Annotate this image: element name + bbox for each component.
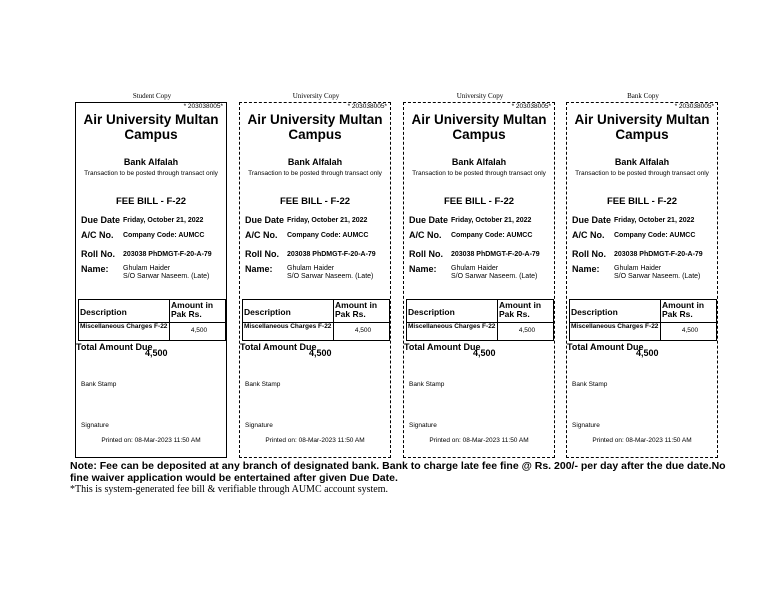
campus-name: Air University Multan Campus [411, 112, 547, 142]
copy-label-university-1: University Copy [292, 92, 340, 100]
copy-label-student: Student Copy [132, 92, 172, 100]
bank-note: Transaction to be posted through transact only [575, 170, 709, 177]
amount-header: Amount in Pak Rs. [171, 300, 214, 319]
fee-table [406, 299, 554, 341]
challan-number: * 203038005* [347, 103, 387, 110]
description-header: Description [408, 307, 455, 317]
student-name: Ghulam Haider [287, 265, 335, 272]
signature-label: Signature [81, 422, 109, 429]
fee-bill-title: FEE BILL - F-22 [443, 196, 515, 207]
fee-slip-student-copy [75, 102, 227, 458]
fee-item-description: Miscellaneous Charges F-22 [571, 323, 659, 330]
account-label: A/C No. [409, 230, 442, 240]
name-label: Name: [409, 264, 437, 274]
total-amount-value: 4,500 [473, 348, 496, 358]
student-name: Ghulam Haider [123, 265, 171, 272]
campus-name: Air University Multan Campus [247, 112, 383, 142]
fee-table [242, 299, 390, 341]
bank-name: Bank Alfalah [123, 157, 179, 167]
name-label: Name: [572, 264, 600, 274]
roll-number-label: Roll No. [409, 249, 443, 259]
roll-number-value: 203038 PhDMGT-F-20-A-79 [123, 251, 212, 258]
fee-item-amount: 4,500 [518, 327, 536, 334]
account-label: A/C No. [572, 230, 605, 240]
name-label: Name: [81, 264, 109, 274]
fee-item-amount: 4,500 [354, 327, 372, 334]
bank-stamp-label: Bank Stamp [81, 381, 117, 388]
due-date-value: Friday, October 21, 2022 [614, 217, 695, 224]
printed-on: Printed on: 08-Mar-2023 11:50 AM [592, 437, 692, 444]
copy-label-bank: Bank Copy [627, 92, 659, 100]
account-value: Company Code: AUMCC [451, 232, 533, 239]
campus-name: Air University Multan Campus [574, 112, 710, 142]
due-date-value: Friday, October 21, 2022 [287, 217, 368, 224]
fee-bill-title: FEE BILL - F-22 [279, 196, 351, 207]
copy-label-university-2: University Copy [456, 92, 504, 100]
description-header: Description [571, 307, 618, 317]
bank-stamp-label: Bank Stamp [245, 381, 281, 388]
fee-slip-bank-copy [566, 102, 718, 458]
account-label: A/C No. [81, 230, 114, 240]
fee-bill-title: FEE BILL - F-22 [115, 196, 187, 207]
fee-slip-university-copy [239, 102, 391, 458]
bank-note: Transaction to be posted through transact only [412, 170, 546, 177]
printed-on: Printed on: 08-Mar-2023 11:50 AM [265, 437, 365, 444]
father-name: S/O Sarwar Naseem. (Late) [451, 273, 538, 280]
bank-stamp-label: Bank Stamp [409, 381, 445, 388]
challan-number: * 203038005* [674, 103, 714, 110]
fee-slip-university-copy-2 [403, 102, 555, 458]
total-amount-value: 4,500 [636, 348, 659, 358]
roll-number-label: Roll No. [245, 249, 279, 259]
due-date-label: Due Date [81, 215, 121, 225]
description-header: Description [244, 307, 291, 317]
student-name: Ghulam Haider [614, 265, 662, 272]
bank-name: Bank Alfalah [614, 157, 670, 167]
printed-on: Printed on: 08-Mar-2023 11:50 AM [101, 437, 201, 444]
description-header: Description [80, 307, 127, 317]
total-amount-label: Total Amount Due [240, 342, 317, 352]
total-amount-value: 4,500 [145, 348, 168, 358]
bank-note: Transaction to be posted through transact only [84, 170, 218, 177]
total-amount-value: 4,500 [309, 348, 332, 358]
bank-name: Bank Alfalah [287, 157, 343, 167]
system-generated-note: *This is system-generated fee bill & verifiable through AUMC account system. [70, 484, 388, 495]
roll-number-value: 203038 PhDMGT-F-20-A-79 [287, 251, 376, 258]
name-label: Name: [245, 264, 273, 274]
bank-stamp-label: Bank Stamp [572, 381, 608, 388]
campus-name: Air University Multan Campus [83, 112, 219, 142]
due-date-label: Due Date [409, 215, 449, 225]
challan-number: * 203038005* [511, 103, 551, 110]
total-amount-label: Total Amount Due [76, 342, 153, 352]
fee-table [569, 299, 717, 341]
account-value: Company Code: AUMCC [614, 232, 696, 239]
due-date-value: Friday, October 21, 2022 [451, 217, 532, 224]
fee-item-amount: 4,500 [190, 327, 208, 334]
amount-header: Amount in Pak Rs. [335, 300, 378, 319]
due-date-label: Due Date [572, 215, 612, 225]
roll-number-value: 203038 PhDMGT-F-20-A-79 [451, 251, 540, 258]
bank-name: Bank Alfalah [451, 157, 507, 167]
account-value: Company Code: AUMCC [287, 232, 369, 239]
account-label: A/C No. [245, 230, 278, 240]
bank-note: Transaction to be posted through transact only [248, 170, 382, 177]
printed-on: Printed on: 08-Mar-2023 11:50 AM [429, 437, 529, 444]
roll-number-label: Roll No. [572, 249, 606, 259]
account-value: Company Code: AUMCC [123, 232, 205, 239]
due-date-value: Friday, October 21, 2022 [123, 217, 204, 224]
challan-number: * 203038005* [183, 103, 223, 110]
fee-table [78, 299, 226, 341]
student-name: Ghulam Haider [451, 265, 499, 272]
fee-item-amount: 4,500 [681, 327, 699, 334]
signature-label: Signature [409, 422, 437, 429]
signature-label: Signature [572, 422, 600, 429]
amount-header: Amount in Pak Rs. [499, 300, 542, 319]
due-date-label: Due Date [245, 215, 285, 225]
total-amount-label: Total Amount Due [404, 342, 481, 352]
father-name: S/O Sarwar Naseem. (Late) [614, 273, 701, 280]
father-name: S/O Sarwar Naseem. (Late) [123, 273, 210, 280]
signature-label: Signature [245, 422, 273, 429]
fee-bill-title: FEE BILL - F-22 [606, 196, 678, 207]
roll-number-label: Roll No. [81, 249, 115, 259]
fee-item-description: Miscellaneous Charges F-22 [408, 323, 496, 330]
total-amount-label: Total Amount Due [567, 342, 644, 352]
father-name: S/O Sarwar Naseem. (Late) [287, 273, 374, 280]
fee-item-description: Miscellaneous Charges F-22 [80, 323, 168, 330]
amount-header: Amount in Pak Rs. [662, 300, 705, 319]
fee-item-description: Miscellaneous Charges F-22 [244, 323, 332, 330]
late-fee-note: Note: Fee can be deposited at any branch of designated bank. Bank to charge late fee fine @ Rs. 200/- per day after the due date.No fine waiver application would be entertained after given Due Date. [70, 460, 726, 484]
roll-number-value: 203038 PhDMGT-F-20-A-79 [614, 251, 703, 258]
